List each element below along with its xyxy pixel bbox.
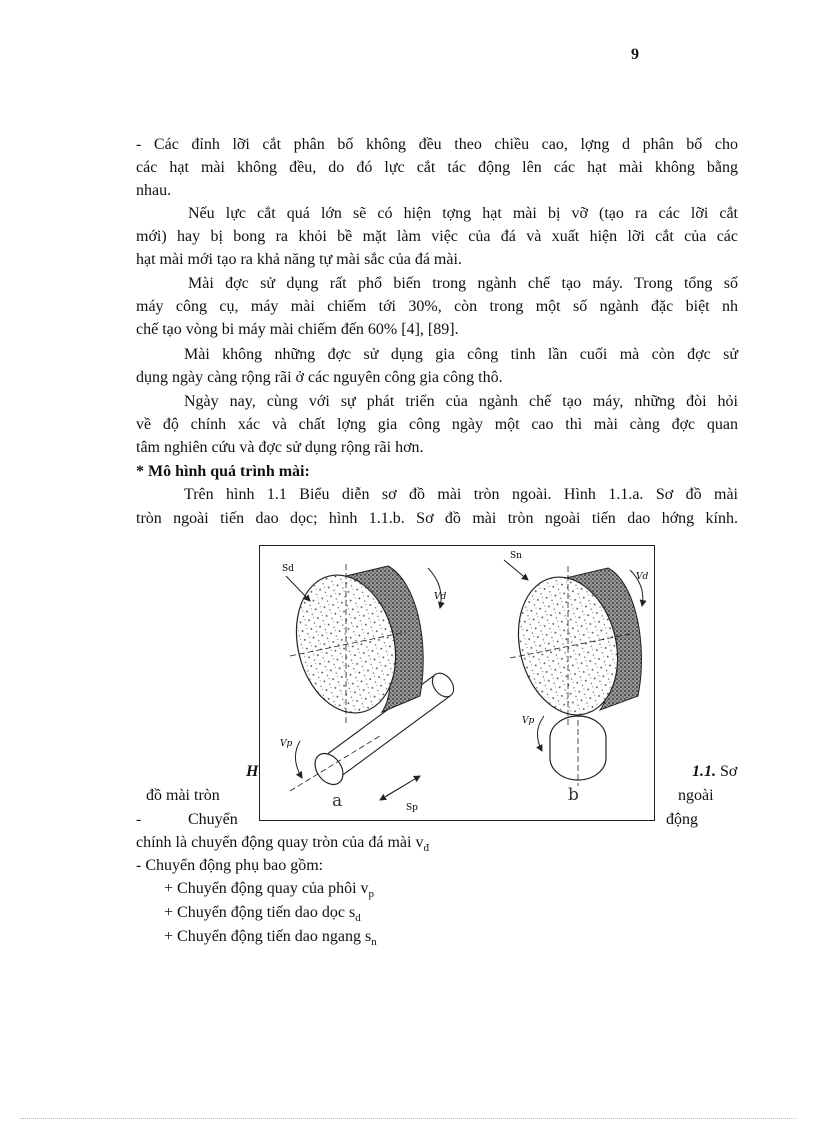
caption-dash: - xyxy=(136,811,142,828)
label-vp-b: Vp xyxy=(522,716,535,726)
label-vd-a: Vd xyxy=(434,592,447,602)
motion-sub-title: - Chuyển động phụ bao gồm: xyxy=(136,857,324,874)
motion-item-3 xyxy=(164,926,766,953)
label-a: a xyxy=(332,791,343,811)
label-vd-b: Vd xyxy=(636,572,649,582)
label-b: b xyxy=(568,785,579,805)
section-heading: * Mô hình quá trình mài: xyxy=(136,463,310,480)
grinding-wheel-b xyxy=(504,566,641,728)
figure-grinding-diagram xyxy=(259,545,655,821)
para4-line2: dụng ngày càng rộng rãi ở các nguyên công gia công thô. xyxy=(136,369,503,386)
arrow-sd-a xyxy=(286,576,310,601)
para5-line3: tâm nghiên cứu và đợc sử dụng rộng rãi hơn. xyxy=(136,439,424,456)
para4-line1: Mài không những đợc sử dụng gia công tinh lần cuối mà còn đợc sử xyxy=(184,346,738,363)
para1-line2: các hạt mài không đều, do đó lực cắt tác động lên các hạt mài không bằng xyxy=(136,159,738,176)
page-number: 9 xyxy=(631,46,639,63)
arrow-vp-a xyxy=(295,741,302,778)
caption-so: Sơ xyxy=(720,763,738,780)
workpiece-b xyxy=(550,711,606,786)
caption-number: 1.1. xyxy=(692,763,716,780)
motion-item-sub: d xyxy=(355,912,361,925)
caption-dong: động xyxy=(666,811,698,828)
arrow-sn-b xyxy=(504,560,528,580)
para3-line3: chế tạo vòng bi máy mài chiếm đến 60% [4], [89]. xyxy=(136,321,459,338)
para1-line1: - Các đỉnh lỡi cắt phân bố không đều theo chiều cao, lợng d phân bố cho xyxy=(136,136,738,153)
arrow-vd-a xyxy=(428,568,441,608)
arrow-sp-a-back xyxy=(380,782,410,800)
grinding-wheel-a xyxy=(282,564,423,726)
para2-line1: Nếu lực cắt quá lớn sẽ có hiện tợng hạt mài bị vỡ (tạo ra các lỡi cắt xyxy=(188,205,738,222)
motion-item-sub: n xyxy=(371,936,377,949)
para6-line2: tròn ngoài tiến dao dọc; hình 1.1.b. Sơ đồ mài tròn ngoài tiến dao hớng kính. xyxy=(136,510,738,527)
motion-item-text: + Chuyển động tiến dao dọc s xyxy=(164,904,356,921)
motion-item-text: + Chuyển động tiến dao ngang s xyxy=(164,928,372,945)
label-vp-a: Vp xyxy=(280,739,293,749)
para3-line1: Mài đợc sử dụng rất phổ biến trong ngành chế tạo máy. Trong tổng số xyxy=(188,275,738,292)
para3-line2: máy công cụ, máy mài chiếm tới 30%, còn trong một số ngành đặc biệt nh xyxy=(136,298,738,315)
motion-main-text: chính là chuyển động quay tròn của đá mài v xyxy=(136,834,424,851)
label-sd-a: Sd xyxy=(282,564,294,574)
motion-main-sub: đ xyxy=(423,842,429,855)
para2-line2: mới) hay bị bong ra khỏi bề mặt làm việc của đá và xuất hiện lỡi cắt của các xyxy=(136,228,738,245)
para5-line1: Ngày nay, cùng với sự phát triển của ngành chế tạo máy, những đòi hỏi xyxy=(184,393,738,410)
label-sn-b: Sn xyxy=(510,551,522,561)
para2-line3: hạt mài mới tạo ra khả năng tự mài sắc của đá mài. xyxy=(136,251,462,268)
label-sp-a: Sp xyxy=(406,803,418,813)
caption-h: H xyxy=(246,763,259,780)
caption-right: ngoài xyxy=(678,787,714,804)
para6-line1: Trên hình 1.1 Biểu diễn sơ đồ mài tròn ngoài. Hình 1.1.a. Sơ đồ mài xyxy=(184,486,738,503)
para1-line3: nhau. xyxy=(136,182,172,199)
para5-line2: về độ chính xác và chất lợng gia công ngày một cao thì mài càng đợc quan xyxy=(136,416,738,433)
caption-left: đồ mài tròn xyxy=(146,787,220,804)
motion-item-sub: p xyxy=(368,888,375,901)
arrow-vp-b xyxy=(537,716,544,751)
grinding-diagram-svg xyxy=(260,546,654,820)
motion-item-text: + Chuyển động quay của phôi v xyxy=(164,880,369,897)
caption-chuyen: Chuyển xyxy=(188,811,238,828)
page-bottom-rule xyxy=(20,1118,796,1119)
